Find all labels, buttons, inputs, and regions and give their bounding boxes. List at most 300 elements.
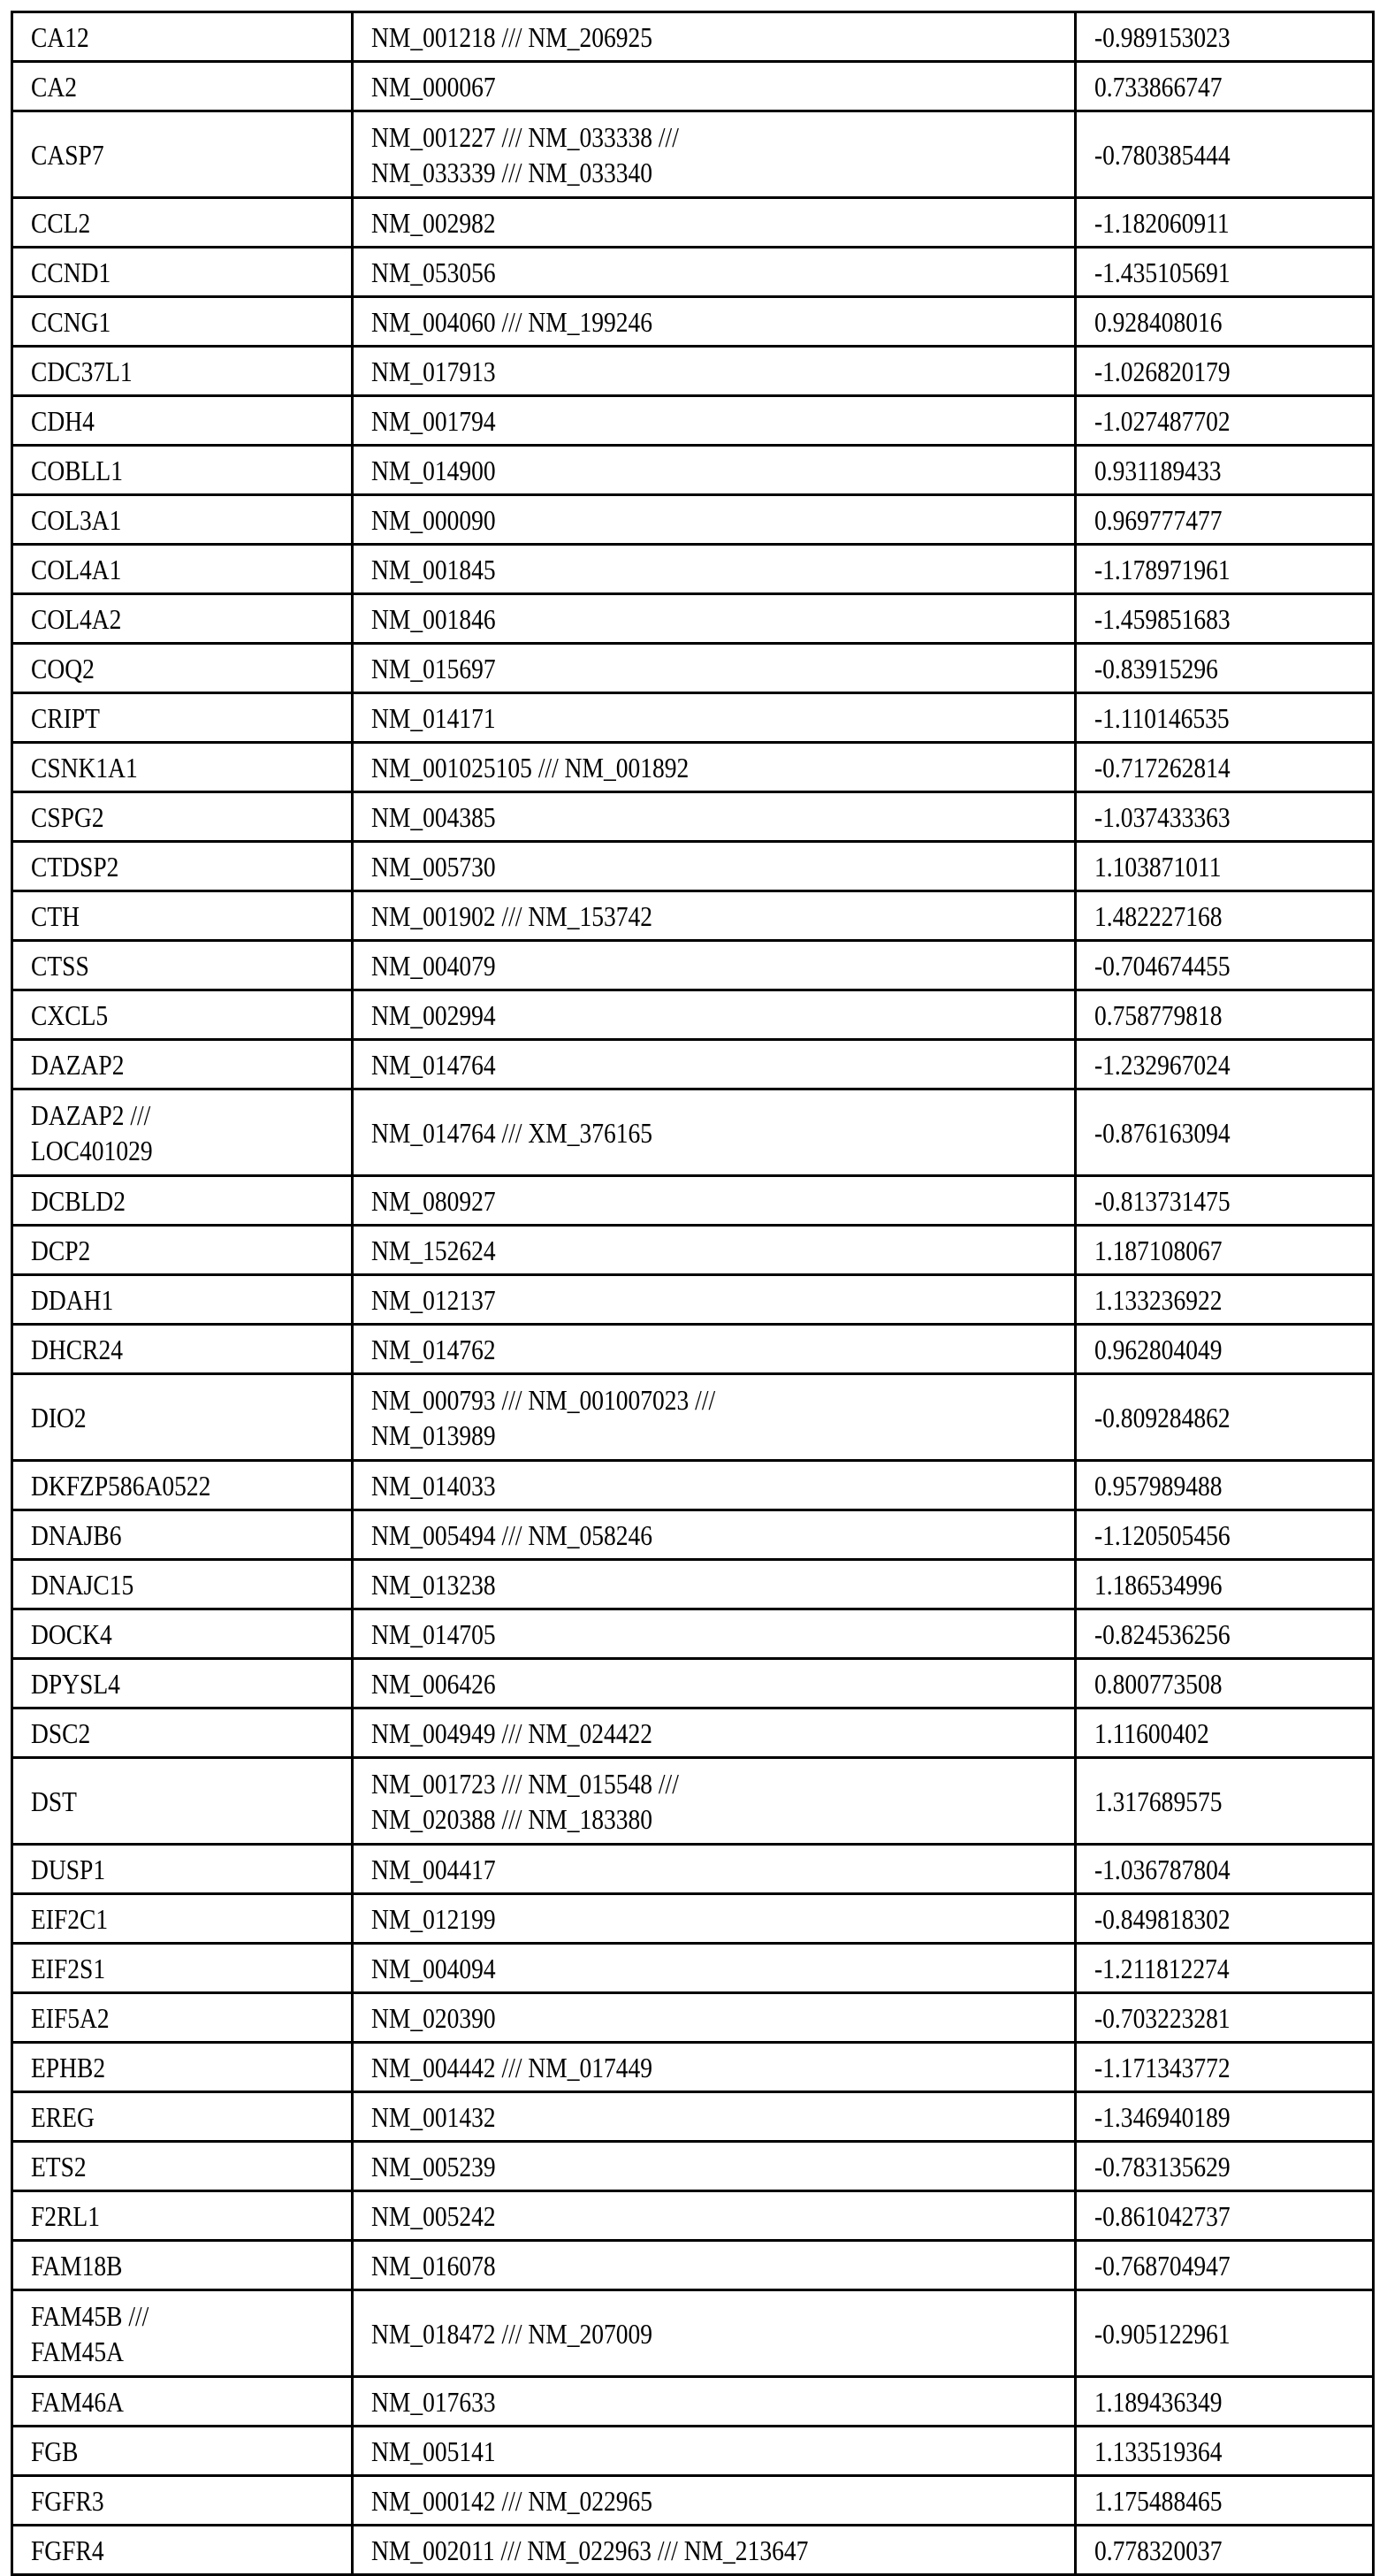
table-row [12,12,1374,62]
accession-cell-text [371,998,496,1033]
gene-symbol-cell-line: FGFR3 [31,2484,104,2517]
value-cell [1076,1894,1374,1944]
table-row [12,1609,1374,1659]
accession-cell-line: NM_016078 [371,2249,496,2282]
table-row [12,198,1374,248]
gene-symbol-cell [12,297,353,347]
table-row [12,941,1374,990]
accession-cell-line: NM_014033 [371,1469,496,1502]
gene-symbol-cell-line: FAM46A [31,2385,125,2418]
gene-symbol-cell-line: DHCR24 [31,1333,123,1365]
value-cell-text: -1.037433363 [1094,800,1231,833]
accession-cell [353,941,1076,990]
gene-symbol-cell-text [31,1097,153,1168]
value-cell-text: 1.189436349 [1094,2385,1223,2418]
accession-cell-text [371,2434,496,2469]
value-cell [1076,2476,1374,2526]
accession-cell [353,1325,1076,1374]
accession-cell-line: NM_004079 [371,949,496,982]
gene-symbol-cell-text [31,2149,87,2184]
accession-cell-text [371,2198,496,2234]
value-cell [1076,644,1374,693]
gene-symbol-cell-line: DIO2 [31,1401,87,1433]
gene-symbol-cell [12,545,353,594]
value-cell-text: 1.186534996 [1094,1568,1223,1601]
table-row [12,2191,1374,2241]
table-row [12,1993,1374,2043]
gene-symbol-cell [12,396,353,446]
gene-symbol-cell [12,1226,353,1275]
value-cell-text: 0.733866747 [1094,70,1223,103]
value-cell-text: -0.768704947 [1094,2249,1231,2282]
accession-cell [353,1894,1076,1944]
gene-symbol-cell-line: DKFZP586A0522 [31,1469,211,1502]
gene-symbol-cell [12,2377,353,2427]
value-cell [1076,1560,1374,1609]
accession-cell-text [371,2384,496,2419]
value-cell [1076,1659,1374,1708]
gene-symbol-cell-line: CTDSP2 [31,850,119,883]
accession-cell-text [371,304,652,340]
accession-cell-text [371,205,496,241]
value-cell-text: 1.133519364 [1094,2435,1223,2467]
accession-cell [353,62,1076,111]
gene-symbol-cell-text [31,1233,90,1268]
gene-symbol-cell-text [31,1332,123,1367]
accession-cell-text [371,403,496,439]
accession-cell-text [371,1716,652,1751]
accession-cell-line: NM_001227 /// NM_033338 /// [371,120,679,153]
accession-cell [353,644,1076,693]
gene-symbol-cell-line: CA12 [31,20,89,53]
gene-expression-table [11,11,1375,2576]
value-cell [1076,2092,1374,2142]
value-cell-text: -0.905122961 [1094,2317,1231,2350]
gene-symbol-cell-text [31,700,100,736]
table-row [12,1845,1374,1894]
accession-cell-line: NM_001218 /// NM_206925 [371,20,653,53]
value-cell-text: 1.103871011 [1094,850,1222,883]
value-cell-text: 0.778320037 [1094,2534,1223,2566]
value-cell [1076,2290,1374,2377]
gene-symbol-cell [12,2241,353,2290]
accession-cell-line: NM_013238 [371,1568,496,1601]
accession-cell-text [371,948,496,983]
value-cell-text: -1.026820179 [1094,355,1231,387]
gene-symbol-cell [12,1609,353,1659]
accession-cell-text [371,1183,496,1219]
table-row [12,693,1374,743]
table-row [12,446,1374,495]
accession-cell [353,1944,1076,1993]
accession-cell-text [371,898,652,934]
accession-cell [353,347,1076,396]
value-cell-text: -1.435105691 [1094,256,1231,288]
gene-symbol-cell-line: DSC2 [31,1716,91,1749]
table-row [12,248,1374,297]
gene-symbol-cell-text [31,19,89,55]
table-row [12,2526,1374,2575]
table-row [12,2241,1374,2290]
value-cell-text: -0.809284862 [1094,1401,1231,1433]
table-row [12,2476,1374,2526]
accession-cell-text [371,552,496,587]
accession-cell [353,594,1076,644]
gene-symbol-cell-line: DST [31,1785,77,1817]
value-cell [1076,495,1374,545]
gene-symbol-cell [12,1325,353,1374]
accession-cell-line: NM_002011 /// NM_022963 /// NM_213647 [371,2534,809,2566]
gene-symbol-cell-text [31,799,104,835]
gene-symbol-cell [12,842,353,891]
value-cell [1076,693,1374,743]
gene-symbol-cell [12,198,353,248]
value-cell [1076,248,1374,297]
gene-symbol-cell [12,495,353,545]
gene-symbol-cell-line: EIF2C1 [31,1902,109,1935]
accession-cell-line: NM_014764 /// XM_376165 [371,1116,653,1149]
accession-cell [353,1040,1076,1089]
value-cell [1076,446,1374,495]
gene-symbol-cell-line: DOCK4 [31,1617,112,1650]
accession-cell [353,1993,1076,2043]
accession-cell-text [371,2099,496,2135]
value-cell-text: 1.175488465 [1094,2484,1223,2517]
value-cell-text: 0.957989488 [1094,1469,1223,1502]
accession-cell-text [371,354,496,389]
value-cell [1076,62,1374,111]
accession-cell [353,248,1076,297]
value-cell-text: -1.178971961 [1094,553,1231,585]
accession-cell-text [371,2483,652,2519]
value-cell [1076,1708,1374,1758]
accession-cell-line: NM_004949 /// NM_024422 [371,1716,653,1749]
table-row [12,347,1374,396]
accession-cell-line: NM_001025105 /// NM_001892 [371,751,690,784]
table-row [12,1226,1374,1275]
accession-cell-line: NM_006426 [371,1667,496,1700]
accession-cell [353,1560,1076,1609]
value-cell-text: -1.110146535 [1094,701,1230,734]
gene-symbol-cell-text [31,2384,124,2419]
gene-symbol-cell-line: DNAJC15 [31,1568,134,1601]
accession-cell [353,297,1076,347]
value-cell-text: -1.036787804 [1094,1853,1231,1885]
accession-cell-line: NM_005730 [371,850,496,883]
value-cell-text: -1.171343772 [1094,2051,1231,2083]
table-row [12,62,1374,111]
gene-symbol-cell-line: CDC37L1 [31,355,133,387]
accession-cell-text [371,1852,496,1887]
accession-cell [353,198,1076,248]
gene-symbol-cell-text [31,2298,149,2369]
accession-cell [353,1176,1076,1226]
accession-cell-line: NM_000067 [371,70,496,103]
gene-symbol-cell [12,941,353,990]
gene-symbol-cell [12,1560,353,1609]
gene-symbol-cell-line: F2RL1 [31,2199,100,2232]
value-cell-text: -1.459851683 [1094,602,1231,635]
value-cell-text: -1.120505456 [1094,1518,1231,1551]
accession-cell-text [371,1382,715,1453]
gene-symbol-cell-line: LOC401029 [31,1134,153,1166]
accession-cell-line: NM_005141 [371,2435,496,2467]
value-cell [1076,2377,1374,2427]
accession-cell-text [371,1332,496,1367]
gene-symbol-cell [12,2526,353,2575]
gene-symbol-cell [12,792,353,842]
accession-cell-text [371,69,496,104]
accession-cell-text [371,19,652,55]
table-row [12,1461,1374,1510]
accession-cell-line: NM_000090 [371,503,496,536]
accession-cell-text [371,2248,496,2283]
value-cell [1076,2427,1374,2476]
gene-symbol-cell-text [31,1852,105,1887]
value-cell [1076,842,1374,891]
gene-symbol-cell-text [31,898,80,934]
value-cell [1076,2142,1374,2191]
gene-symbol-cell-line: CTH [31,899,80,932]
gene-symbol-cell-text [31,2483,104,2519]
value-cell-text: 0.758779818 [1094,998,1223,1031]
accession-cell [353,1374,1076,1461]
accession-cell [353,1845,1076,1894]
value-cell [1076,1176,1374,1226]
value-cell-text: -0.704674455 [1094,949,1231,982]
accession-cell-text [371,255,496,290]
gene-symbol-cell [12,693,353,743]
table-row [12,792,1374,842]
accession-cell-line: NM_002982 [371,206,496,239]
value-cell-text: -0.876163094 [1094,1116,1231,1149]
value-cell [1076,1275,1374,1325]
gene-symbol-cell-text [31,1784,77,1819]
table-row [12,1758,1374,1845]
table-row [12,297,1374,347]
value-cell-text: 0.962804049 [1094,1333,1223,1365]
accession-cell-text [371,1468,496,1503]
gene-symbol-cell-line: DNAJB6 [31,1518,122,1551]
gene-symbol-cell-text [31,1183,126,1219]
gene-symbol-cell-line: CASP7 [31,138,104,171]
gene-symbol-cell-text [31,2434,79,2469]
table-row [12,2092,1374,2142]
value-cell [1076,941,1374,990]
value-cell [1076,1510,1374,1560]
value-cell [1076,2191,1374,2241]
gene-symbol-cell-text [31,2099,95,2135]
gene-symbol-cell-text [31,651,95,686]
accession-cell-text [371,750,689,785]
accession-cell-line: NM_017913 [371,355,496,387]
value-cell [1076,743,1374,792]
gene-symbol-cell-text [31,1901,108,1937]
table-row [12,1708,1374,1758]
gene-symbol-cell [12,12,353,62]
gene-symbol-cell-text [31,354,133,389]
gene-symbol-cell-text [31,750,138,785]
gene-symbol-cell-line: CSNK1A1 [31,751,138,784]
value-cell-text: 1.133236922 [1094,1283,1223,1316]
accession-cell [353,1089,1076,1176]
gene-symbol-cell-line: FGFR4 [31,2534,104,2566]
accession-cell-text [371,1115,652,1150]
value-cell [1076,1226,1374,1275]
accession-cell-line: NM_020388 /// NM_183380 [371,1802,653,1835]
value-cell-text: 1.317689575 [1094,1785,1223,1817]
gene-symbol-cell [12,1176,353,1226]
accession-cell-line: NM_053056 [371,256,496,288]
value-cell-text: 1.187108067 [1094,1234,1223,1266]
gene-symbol-cell-text [31,1400,87,1435]
gene-symbol-cell-text [31,552,121,587]
accession-cell-line: NM_018472 /// NM_207009 [371,2317,653,2350]
value-cell [1076,1374,1374,1461]
gene-symbol-cell [12,990,353,1040]
gene-symbol-cell [12,1758,353,1845]
gene-symbol-cell-line: DCBLD2 [31,1184,126,1217]
value-cell [1076,347,1374,396]
gene-symbol-cell [12,1040,353,1089]
value-cell-text: -0.83915296 [1094,652,1218,684]
accession-cell-line: NM_005239 [371,2150,496,2182]
gene-symbol-cell-text [31,255,111,290]
accession-cell-text [371,2316,652,2351]
value-cell [1076,297,1374,347]
accession-cell-line: NM_005242 [371,2199,496,2232]
accession-cell-line: NM_014764 [371,1048,496,1081]
gene-symbol-cell-text [31,849,118,884]
gene-symbol-cell-line: CCND1 [31,256,111,288]
value-cell-text: 0.928408016 [1094,305,1223,338]
table-row [12,1374,1374,1461]
accession-cell-line: NM_004442 /// NM_017449 [371,2051,653,2083]
table-row [12,743,1374,792]
table-row [12,111,1374,198]
accession-cell-line: NM_015697 [371,652,496,684]
gene-symbol-cell-line: DPYSL4 [31,1667,120,1700]
gene-symbol-cell [12,1659,353,1708]
gene-symbol-cell-line: DUSP1 [31,1853,106,1885]
table-row [12,644,1374,693]
value-cell-text: 1.11600402 [1094,1716,1209,1749]
gene-symbol-cell-line: CXCL5 [31,998,109,1031]
accession-cell [353,1609,1076,1659]
accession-cell-text [371,1282,496,1318]
gene-symbol-cell [12,891,353,941]
value-cell [1076,198,1374,248]
value-cell [1076,1944,1374,1993]
gene-symbol-cell-text [31,137,104,172]
value-cell [1076,1325,1374,1374]
accession-cell-text [371,1233,496,1268]
table-row [12,396,1374,446]
value-cell [1076,396,1374,446]
gene-symbol-cell-text [31,304,111,340]
table-row [12,2290,1374,2377]
gene-symbol-cell-line: EPHB2 [31,2051,106,2083]
gene-symbol-cell [12,1993,353,2043]
accession-cell-line: NM_017633 [371,2385,496,2418]
gene-symbol-cell-text [31,2533,104,2568]
gene-symbol-cell-line: DAZAP2 [31,1048,125,1081]
accession-cell-line: NM_001846 [371,602,496,635]
gene-symbol-cell-text [31,403,95,439]
accession-cell [353,1758,1076,1845]
gene-symbol-cell [12,2191,353,2241]
value-cell-text: 0.800773508 [1094,1667,1223,1700]
accession-cell [353,2377,1076,2427]
gene-symbol-cell [12,743,353,792]
accession-cell [353,111,1076,198]
value-cell [1076,2526,1374,2575]
gene-symbol-cell [12,1845,353,1894]
accession-cell-line: NM_001794 [371,404,496,437]
table-row [12,545,1374,594]
accession-cell-text [371,453,496,488]
accession-cell-line: NM_001432 [371,2100,496,2133]
value-cell-text: -0.703223281 [1094,2001,1231,2034]
table-row [12,1275,1374,1325]
gene-symbol-cell-line: EIF5A2 [31,2001,110,2034]
accession-cell [353,2092,1076,2142]
gene-symbol-cell [12,1275,353,1325]
accession-cell [353,891,1076,941]
gene-symbol-cell-line: CSPG2 [31,800,104,833]
gene-symbol-cell [12,2043,353,2092]
gene-symbol-cell-line: FAM45A [31,2335,125,2367]
table-body [12,12,1374,2575]
value-cell-text: -1.211812274 [1094,1952,1230,1984]
table-row [12,891,1374,941]
gene-symbol-cell [12,644,353,693]
accession-cell-line: NM_000793 /// NM_001007023 /// [371,1383,716,1416]
accession-cell [353,2241,1076,2290]
value-cell [1076,1089,1374,1176]
gene-symbol-cell-line: CCL2 [31,206,91,239]
gene-symbol-cell [12,1374,353,1461]
gene-symbol-cell-line: CTSS [31,949,89,982]
accession-cell-text [371,2000,496,2036]
value-cell [1076,1993,1374,2043]
value-cell [1076,2043,1374,2092]
accession-cell [353,396,1076,446]
gene-symbol-cell-text [31,1517,121,1553]
table-row [12,1944,1374,1993]
table-row [12,1659,1374,1708]
gene-symbol-cell [12,1708,353,1758]
gene-symbol-cell-line: COQ2 [31,652,95,684]
value-cell-text: -0.813731475 [1094,1184,1231,1217]
accession-cell [353,792,1076,842]
value-cell [1076,891,1374,941]
gene-symbol-cell [12,1944,353,1993]
value-cell-text: -1.232967024 [1094,1048,1231,1081]
gene-symbol-cell [12,2290,353,2377]
gene-symbol-cell-line: COL3A1 [31,503,122,536]
table-row [12,1510,1374,1560]
gene-symbol-cell-text [31,205,90,241]
gene-symbol-cell-line: EIF2S1 [31,1952,106,1984]
accession-cell-line: NM_012137 [371,1283,496,1316]
accession-cell-line: NM_002994 [371,998,496,1031]
value-cell [1076,2241,1374,2290]
accession-cell-line: NM_004385 [371,800,496,833]
table-row [12,1089,1374,1176]
gene-symbol-cell [12,1461,353,1510]
gene-symbol-cell-line: FGB [31,2435,79,2467]
